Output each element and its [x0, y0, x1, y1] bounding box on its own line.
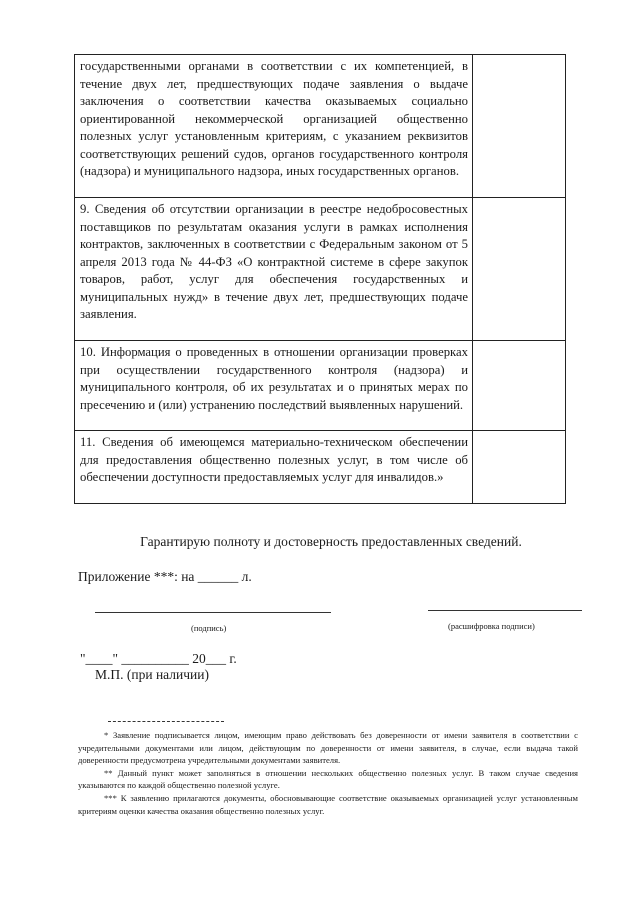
appendix-line: Приложение ***: на ______ л. — [78, 569, 252, 584]
footnote-separator — [108, 721, 224, 722]
information-table — [74, 54, 566, 504]
table-cell-description: 9. Сведения об отсутствии организации в реестре недобросовестных поставщиков по результатам оказания услуги в рамках исполнения контрактов, заключенных в соответствии с Федеральным законом от 5 апреля 2013 года № 44-ФЗ «О контрактной системе в сфере закупок товаров, работ, услуг для обеспечения государственных и муниципальных нужд» в течение двух лет, предшествующих подаче заявления. — [75, 198, 473, 341]
signature-decoding-line — [428, 610, 582, 611]
table-cell-description: 10. Информация о проведенных в отношении организации проверках при осуществлении государственного контроля (надзора) и муниципального контроля, об их результатах и о принятых мерах по пресечению и (или) устранению последствий выявленных нарушений. — [75, 341, 473, 431]
footnote-2: ** Данный пункт может заполняться в отношении нескольких общественно полезных услуг. В таком случае сведения указываются по каждой общественно полезной услуге. — [78, 767, 578, 791]
signature-decoding-caption: (расшифровка подписи) — [448, 621, 535, 631]
stamp-placeholder: М.П. (при наличии) — [95, 667, 209, 682]
table-cell-description: 11. Сведения об имеющемся материально-техническом обеспечении для предоставления общественно полезных услуг, в том числе об обеспечении доступности предоставляемых услуг для инвалидов.» — [75, 431, 473, 504]
signature-line — [95, 612, 331, 613]
signature-caption: (подпись) — [191, 623, 227, 633]
table-cell-value — [473, 55, 566, 198]
table-cell-value — [473, 341, 566, 431]
table-cell-value — [473, 198, 566, 341]
date-line: "____" __________ 20___ г. — [80, 651, 237, 666]
table-row — [75, 431, 566, 504]
table-cell-description: государственными органами в соответствии с их компетенцией, в течение двух лет, предшествующих подаче заявления о выдаче заключения о соответствии качества оказываемых социально ориентированной некоммерческой организацией общественно полезных услуг установленным критериям, с указанием реквизитов соответствующих решений судов, органов государственного контроля (надзора) и муниципального надзора, иных государственных органов. — [75, 55, 473, 198]
table-cell-value — [473, 431, 566, 504]
table-row — [75, 341, 566, 431]
footnotes — [78, 729, 578, 817]
footnote-3: *** К заявлению прилагаются документы, обосновывающие соответствие оказываемых организацией услуг установленным критериям оценки качества оказания общественно полезных услуг. — [78, 792, 578, 816]
footnote-1: * Заявление подписывается лицом, имеющим право действовать без доверенности от имени заявителя в соответствии с учредительными документами или лицом, действующим по доверенности от имени заявителя, в случае, если выдача такой доверенности предусмотрена учредительными документами заявителя. — [78, 730, 578, 766]
table-row — [75, 55, 566, 198]
guarantee-statement: Гарантирую полноту и достоверность предоставленных сведений. — [140, 534, 522, 549]
table-row — [75, 198, 566, 341]
